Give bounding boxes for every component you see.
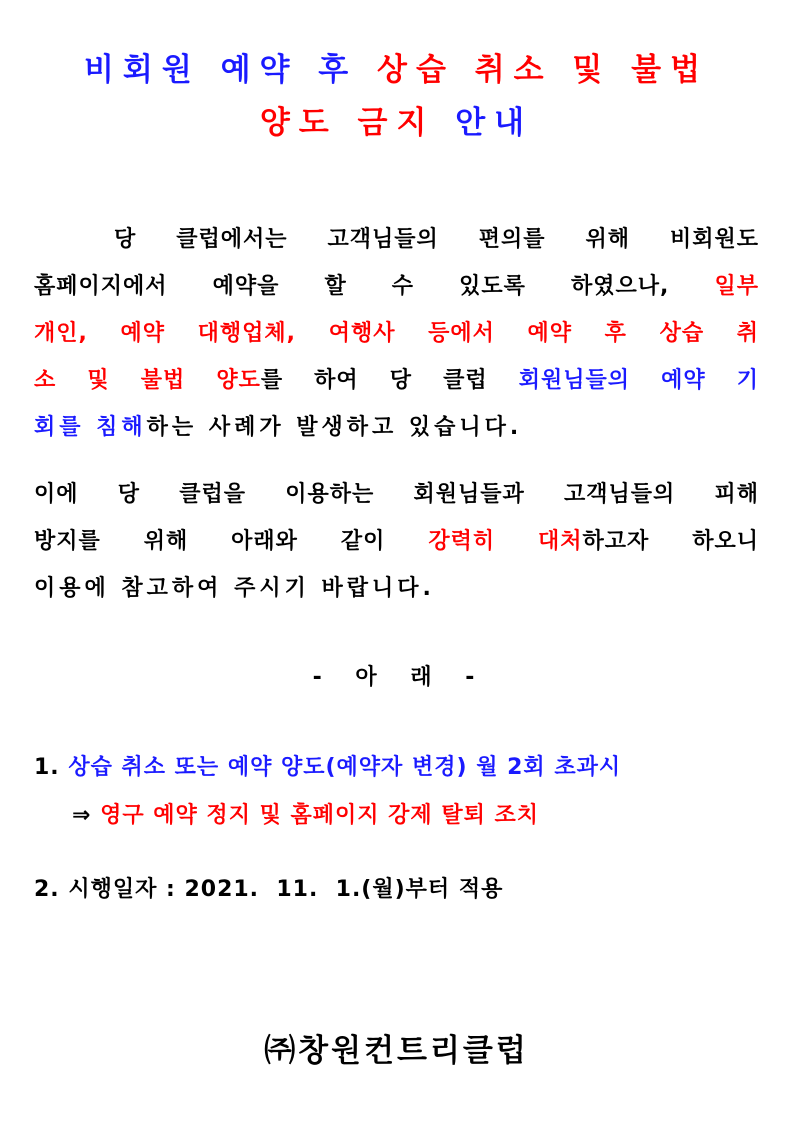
intro-line-4 — [34, 357, 759, 404]
guidance-line-2 — [34, 518, 759, 565]
intro-paragraph — [34, 216, 759, 451]
guidance-line-2-text-b: 하고자 하오니 — [582, 529, 759, 554]
notice-title-line1 — [0, 47, 793, 93]
rule-item-2: 2. 시행일자 : 2021. 11. 1.(월)부터 적용 — [34, 877, 504, 902]
title-blue-part: 비회원 예약 후 — [83, 52, 358, 88]
company-signature: ㈜창원컨트리클럽 — [264, 1033, 529, 1069]
guidance-line-2-red: 강력히 대처 — [428, 529, 583, 554]
intro-line-5-text: 하는 사례가 발생하고 있습니다. — [146, 415, 523, 440]
intro-line-4-text: 를 하여 당 클럽 — [260, 368, 488, 393]
rule-item-1-text: 상습 취소 또는 예약 양도(예약자 변경) 월 2회 초과시 — [68, 755, 622, 780]
intro-line-2 — [34, 263, 759, 310]
notice-section-header: - 아 래 - — [312, 665, 481, 690]
intro-line-2-red: 일부 — [714, 274, 759, 299]
title-red-part: 상습 취소 및 불법 — [377, 52, 710, 88]
intro-line-3: 개인, 예약 대행업체, 여행사 등에서 예약 후 상습 취 — [34, 321, 759, 346]
intro-line-5-blue: 회를 침해 — [34, 415, 147, 440]
title-blue-part-2: 안내 — [455, 105, 534, 141]
rule-item-1-result: 영구 예약 정지 및 홈페이지 강제 탈퇴 조치 — [100, 803, 540, 828]
intro-line-1 — [34, 216, 759, 263]
intro-line-4-blue: 회원님들의 예약 기 — [518, 368, 759, 393]
intro-line-4-red: 소 및 불법 양도 — [34, 368, 261, 393]
guidance-line-1: 이에 당 클럽을 이용하는 회원님들과 고객님들의 피해 — [34, 482, 759, 507]
arrow-icon: ⇒ — [72, 803, 92, 828]
rule-item-1-consequence — [72, 796, 539, 836]
intro-line-2-text: 홈페이지에서 예약을 할 수 있도록 하였으나, — [34, 274, 670, 299]
intro-line-5 — [34, 404, 759, 451]
rule-item-1 — [34, 748, 621, 788]
intro-line-1-text: 당 클럽에서는 고객님들의 편의를 위해 비회원도 — [34, 227, 759, 252]
rule-item-1-number: 1. — [34, 755, 60, 780]
guidance-line-3: 이용에 참고하여 주시기 바랍니다. — [34, 576, 435, 601]
title-red-part-2: 양도 금지 — [259, 105, 436, 141]
notice-title-line2 — [0, 100, 793, 146]
guidance-paragraph — [34, 471, 759, 612]
guidance-line-2-text-a: 방지를 위해 아래와 같이 — [34, 529, 386, 554]
